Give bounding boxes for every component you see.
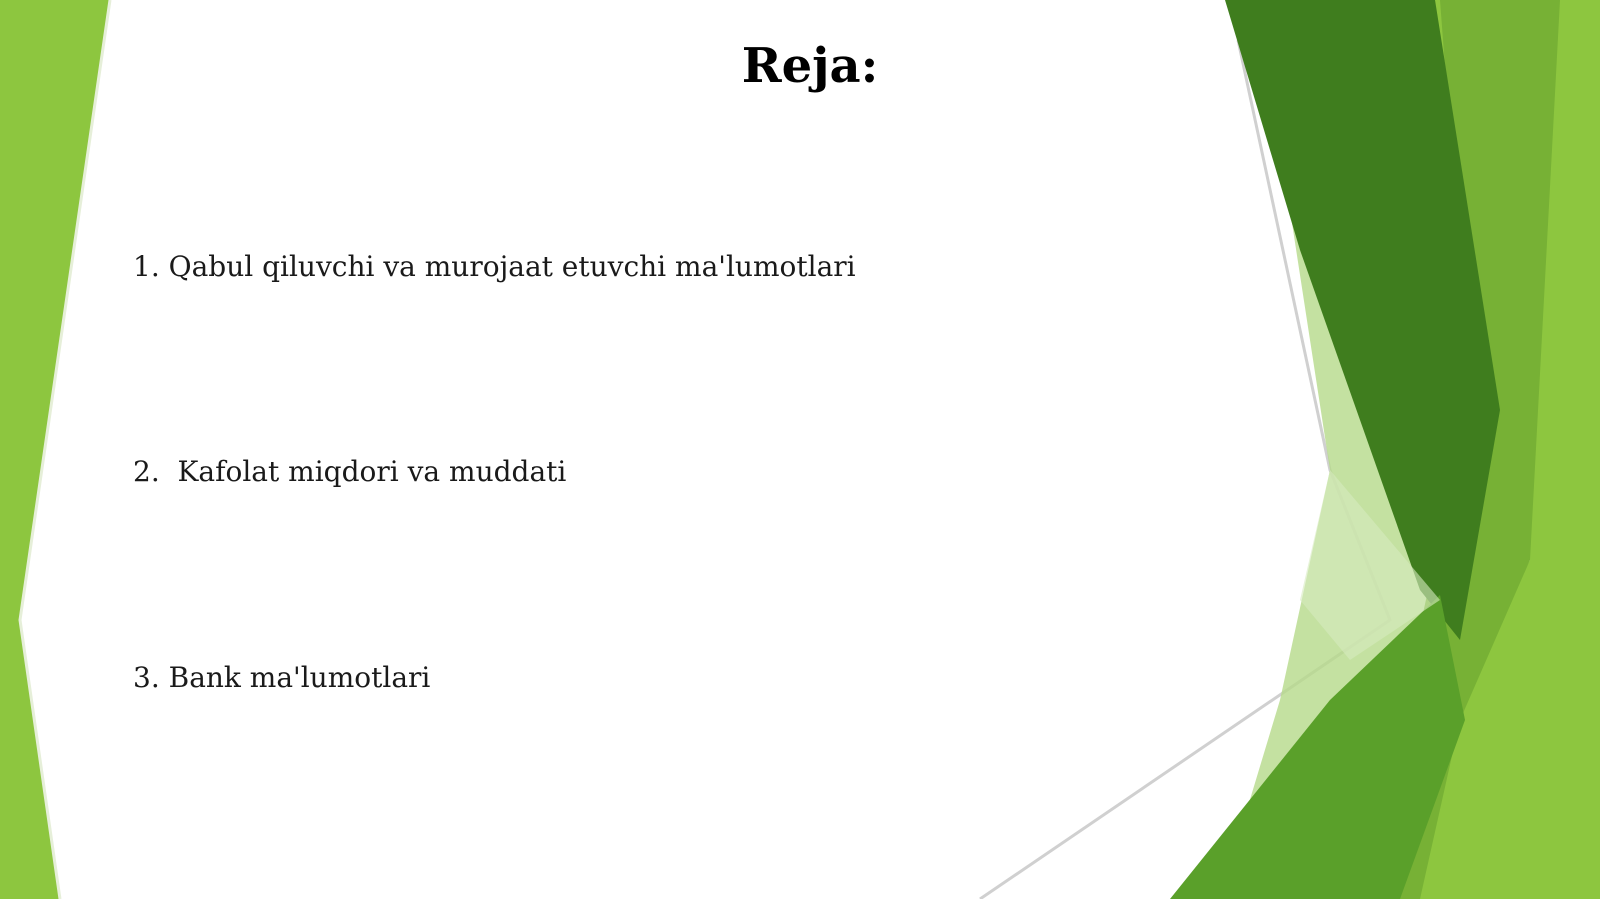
plan-item-1: 1. Qabul qiluvchi va murojaat etuvchi ma'lumotlari [133, 250, 856, 283]
plan-item-2: 2. Kafolat miqdori va muddati [133, 455, 567, 488]
plan-item-3: 3. Bank ma'lumotlari [133, 661, 431, 694]
slide-title: Reja: [741, 38, 879, 94]
left-green-band [0, 0, 110, 899]
